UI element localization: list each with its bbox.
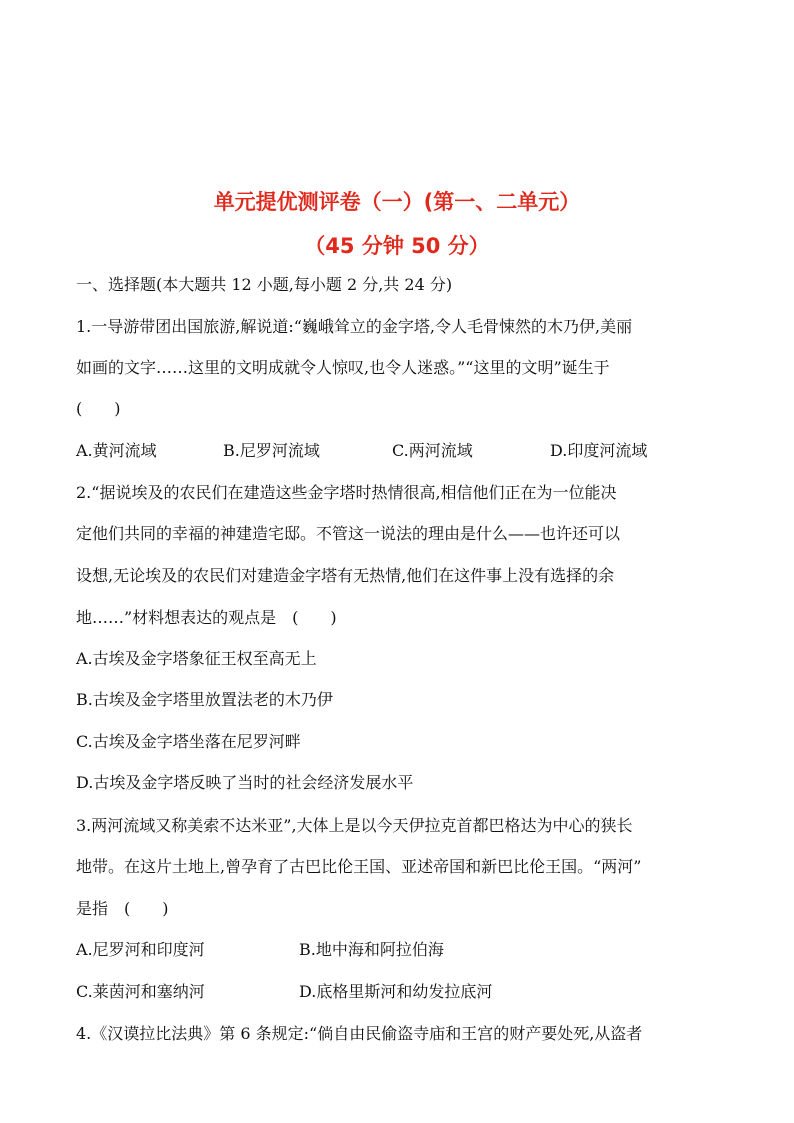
- option-b: B.尼罗河流域: [223, 441, 320, 460]
- question-3-line-3: 是指 ( ): [76, 899, 169, 918]
- question-1-options: [76, 440, 726, 462]
- question-2-option-a: A.古埃及金字塔象征王权至高无上: [76, 649, 317, 668]
- question-2-line-1: 2.“据说埃及的农民们在建造这些金字塔时热情很高,相信他们正在为一位能决: [76, 483, 617, 502]
- option-a: A.黄河流域: [76, 441, 157, 460]
- option-b: B.地中海和阿拉伯海: [299, 940, 444, 959]
- option-d: D.底格里斯河和幼发拉底河: [299, 982, 493, 1001]
- question-2-line-4: 地……”材料想表达的观点是 ( ): [76, 608, 337, 627]
- section-heading: 一、选择题(本大题共 12 小题,每小题 2 分,共 24 分): [76, 275, 453, 294]
- question-1-line-3: ( ): [76, 399, 121, 418]
- option-c: C.莱茵河和塞纳河: [76, 982, 205, 1001]
- question-2-line-3: 设想,无论埃及的农民们对建造金字塔有无热情,他们在这件事上没有选择的余: [76, 566, 615, 585]
- option-a: A.尼罗河和印度河: [76, 940, 205, 959]
- question-4-line-1: 4.《汉谟拉比法典》第 6 条规定:“倘自由民偷盗寺庙和王宫的财产要处死,从盗者: [76, 1024, 643, 1043]
- question-2-option-d: D.古埃及金字塔反映了当时的社会经济发展水平: [76, 773, 414, 792]
- page-title: 单元提优测评卷（一）(第一、二单元）: [213, 190, 581, 214]
- option-c: C.两河流域: [392, 441, 473, 460]
- question-3-options-row-2: [76, 981, 726, 1003]
- question-2-line-2: 定他们共同的幸福的神建造宅邸。不管这一说法的理由是什么——也许还可以: [76, 524, 621, 543]
- question-2-option-b: B.古埃及金字塔里放置法老的木乃伊: [76, 690, 333, 709]
- question-2-option-c: C.古埃及金字塔坐落在尼罗河畔: [76, 732, 301, 751]
- question-3-line-2: 地带。在这片土地上,曾孕育了古巴比伦王国、亚述帝国和新巴比伦王国。“两河”: [76, 857, 642, 876]
- question-1-line-1: 1.一导游带团出国旅游,解说道:“巍峨耸立的金字塔,令人毛骨悚然的木乃伊,美丽: [76, 317, 633, 336]
- question-1-line-2: 如画的文字……这里的文明成就令人惊叹,也令人迷惑。”“这里的文明”诞生于: [76, 358, 610, 377]
- option-d: D.印度河流域: [550, 441, 648, 460]
- question-3-options-row-1: [76, 939, 726, 961]
- page-subtitle: （45 分钟 50 分）: [304, 234, 490, 258]
- question-3-line-1: 3.两河流域又称美索不达米亚”,大体上是以今天伊拉克首都巴格达为中心的狭长: [76, 816, 633, 835]
